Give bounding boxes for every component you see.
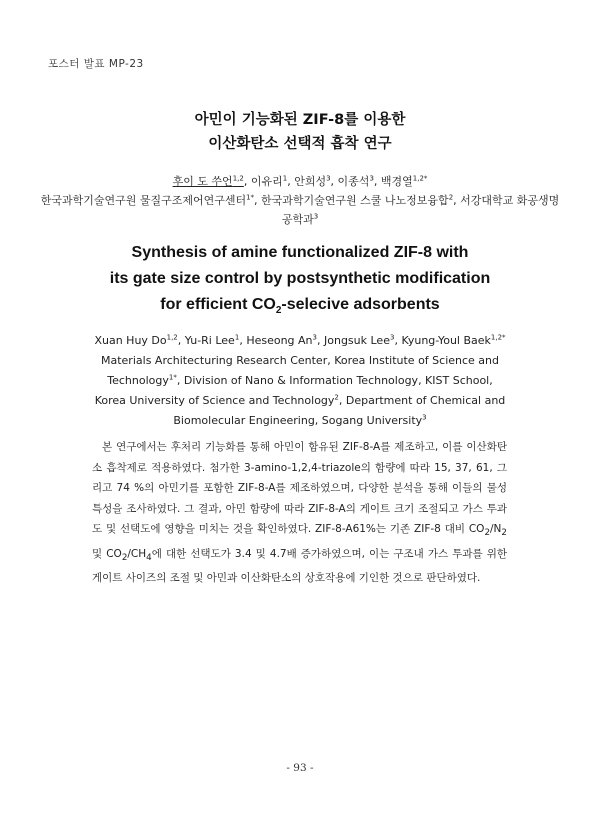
korean-author: 이유리$^1$	[250, 174, 288, 188]
korean-author: 이종석$^3$	[337, 174, 374, 188]
korean-author: 안희성$^3$	[294, 174, 331, 188]
english-author: Jongsuk Lee$^3$	[324, 333, 395, 347]
korean-title	[0, 108, 600, 156]
english-author-list: Xuan Huy Do$^{1,2}$, Yu-Ri Lee$^1$, Heseong An$^3$, Jongsuk Lee$^3$, Kyung-Youl Baek$^{1,2*}$	[94, 333, 506, 347]
english-title-line1: Synthesis of amine functionalized ZIF-8 with	[131, 244, 469, 261]
english-author: Yu-Ri Lee$^1$	[184, 333, 240, 347]
abstract-paragraph: 본 연구에서는 후처리 기능화를 통해 아민이 함유된 ZIF-8-A를 제조하고, 이를 이산화탄소 흡착제로 적용하였다. 첨가한 3-amino-1,2,4-triazole의 함량에 따라 15, 37, 61, 그리고 74 %의 아민기를 포함한 ZIF-8-A를 제조하였으며, 다양한 분석을 통해 이들의 물성특성을 조사하였다. 그 결과, 아민 함량에 따라 ZIF-8-A의 게이트 크기 조절되고 가스 투과도 및 선택도에 영향을 미치는 것을 확인하였다. ZIF-8-A61%는 기존 ZIF-8 대비 $CO_2/N_2$ 및 $CO_2/CH_4$에 대한 선택도가 3.4 및 4.7배 증가하였으며, 이는 구조내 가스 투과를 위한 게이트 사이즈의 조절 및 아민과 이산화탄소의 상호작용에 기인한 것으로 판단하였다.	[92, 441, 508, 585]
abstract-body	[92, 437, 507, 589]
korean-author-list: 후이 도 쑤언$^{1,2}$, 이유리$^1$, 안희성$^3$, 이종석$^3$, 백경열$^{1,2*}$	[172, 174, 428, 188]
english-title	[0, 240, 600, 318]
english-author: Heseong An$^3$	[246, 333, 317, 347]
korean-affiliations: 한국과학기술연구원 물질구조제어연구센터$^{1*}$, 한국과학기술연구원 스쿨 나노정보융합$^2$, 서강대학교 화공생명공학과$^3$	[40, 193, 560, 226]
english-title-line2: its gate size control by postsynthetic modification	[109, 270, 491, 287]
english-author: Xuan Huy Do$^{1,2}$	[94, 333, 178, 347]
korean-title-line2: 이산화탄소 선택적 흡착 연구	[208, 136, 392, 152]
session-label: 포스터 발표 MP-23	[48, 58, 144, 70]
page-number: - 93 -	[286, 762, 314, 774]
korean-authors-block	[40, 172, 560, 229]
english-authors-block	[55, 331, 545, 431]
korean-title-line1: 아민이 기능화된 ZIF-8를 이용한	[194, 112, 406, 128]
korean-author: 백경열$^{1,2*}$	[380, 174, 428, 188]
english-affiliations: Materials Architecturing Research Center, Korea Institute of Science and Technology$^{1*}$, Division of Nano & Information Technology, KIST School, Korea University of Science and Technology$^2$, Department of Chemical and Biomolecular Engineering, Sogang University$^3$	[94, 354, 506, 427]
english-author: Kyung-Youl Baek$^{1,2*}$	[401, 333, 506, 347]
english-title-line3: for efficient $CO_2$-selecive adsorbents	[160, 296, 440, 317]
korean-author-presenter: 후이 도 쑤언$^{1,2}$	[172, 174, 244, 188]
